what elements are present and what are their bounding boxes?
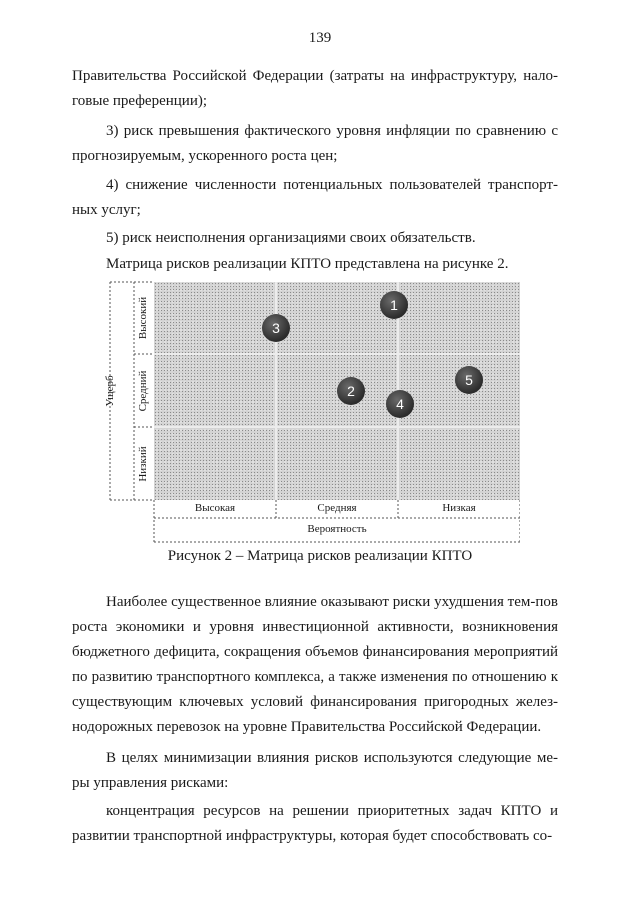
risk-point-1: 1 <box>380 291 408 319</box>
paragraph-2: В целях минимизации влияния рисков используются следующие ме-ры управления рисками: <box>72 750 558 791</box>
text-line-6: ных услуг; <box>72 202 141 218</box>
x-tick-low: Низкая <box>442 502 476 514</box>
risk-point-5: 5 <box>455 366 483 394</box>
x-tick-high: Высокая <box>194 502 236 514</box>
y-tick-low: Низкий <box>137 446 149 482</box>
matrix-grid <box>154 282 520 500</box>
risk-point-2: 2 <box>337 377 365 405</box>
y-tick-high: Высокий <box>137 296 149 340</box>
paragraph-3: концентрация ресурсов на решении приоритетных задач КПТО и развитии транспортной инфраструктуры, которая будет способствовать со- <box>72 803 558 844</box>
grid-line <box>154 353 520 355</box>
risk-point-4: 4 <box>386 390 414 418</box>
y-axis-label: Ущерб <box>104 375 116 407</box>
grid-line <box>154 426 520 428</box>
text-line-5: 4) снижение численности потенциальных пользователей транспорт- <box>106 177 558 193</box>
figure-caption: Рисунок 2 – Матрица рисков реализации КПТО <box>167 548 473 564</box>
risk-point-3: 3 <box>262 314 290 342</box>
text-line-4: прогнозируемым, ускоренного роста цен; <box>72 148 338 164</box>
text-line-3: 3) риск превышения фактического уровня инфляции по сравнению с <box>106 123 558 139</box>
x-tick-medium: Средняя <box>317 502 357 514</box>
text-line-2: говые преференции); <box>72 93 208 109</box>
page-number: 139 <box>308 30 332 46</box>
text-line-7: 5) риск неисполнения организациями своих обязательств. <box>106 230 476 246</box>
text-line-8: Матрица рисков реализации КПТО представлена на рисунке 2. <box>106 256 509 272</box>
text-line-1: Правительства Российской Федерации (затраты на инфраструктуру, нало- <box>72 68 558 84</box>
risk-matrix <box>104 280 520 546</box>
x-axis-label: Вероятность <box>307 523 367 535</box>
y-tick-medium: Средний <box>137 370 149 412</box>
paragraph-1: Наиболее существенное влияние оказывают риски ухудшения тем-пов роста экономики и уровня инвестиционной активности, возникновения бюджетного дефицита, сокращения объемов финансирования мероприятий по развитию транспортного комплекса, а также изменения по отношению к существующим ключевых условий финансирования пригородных желез-нодорожных перевозок на уровне Правительства Российской Федерации. <box>72 594 558 735</box>
